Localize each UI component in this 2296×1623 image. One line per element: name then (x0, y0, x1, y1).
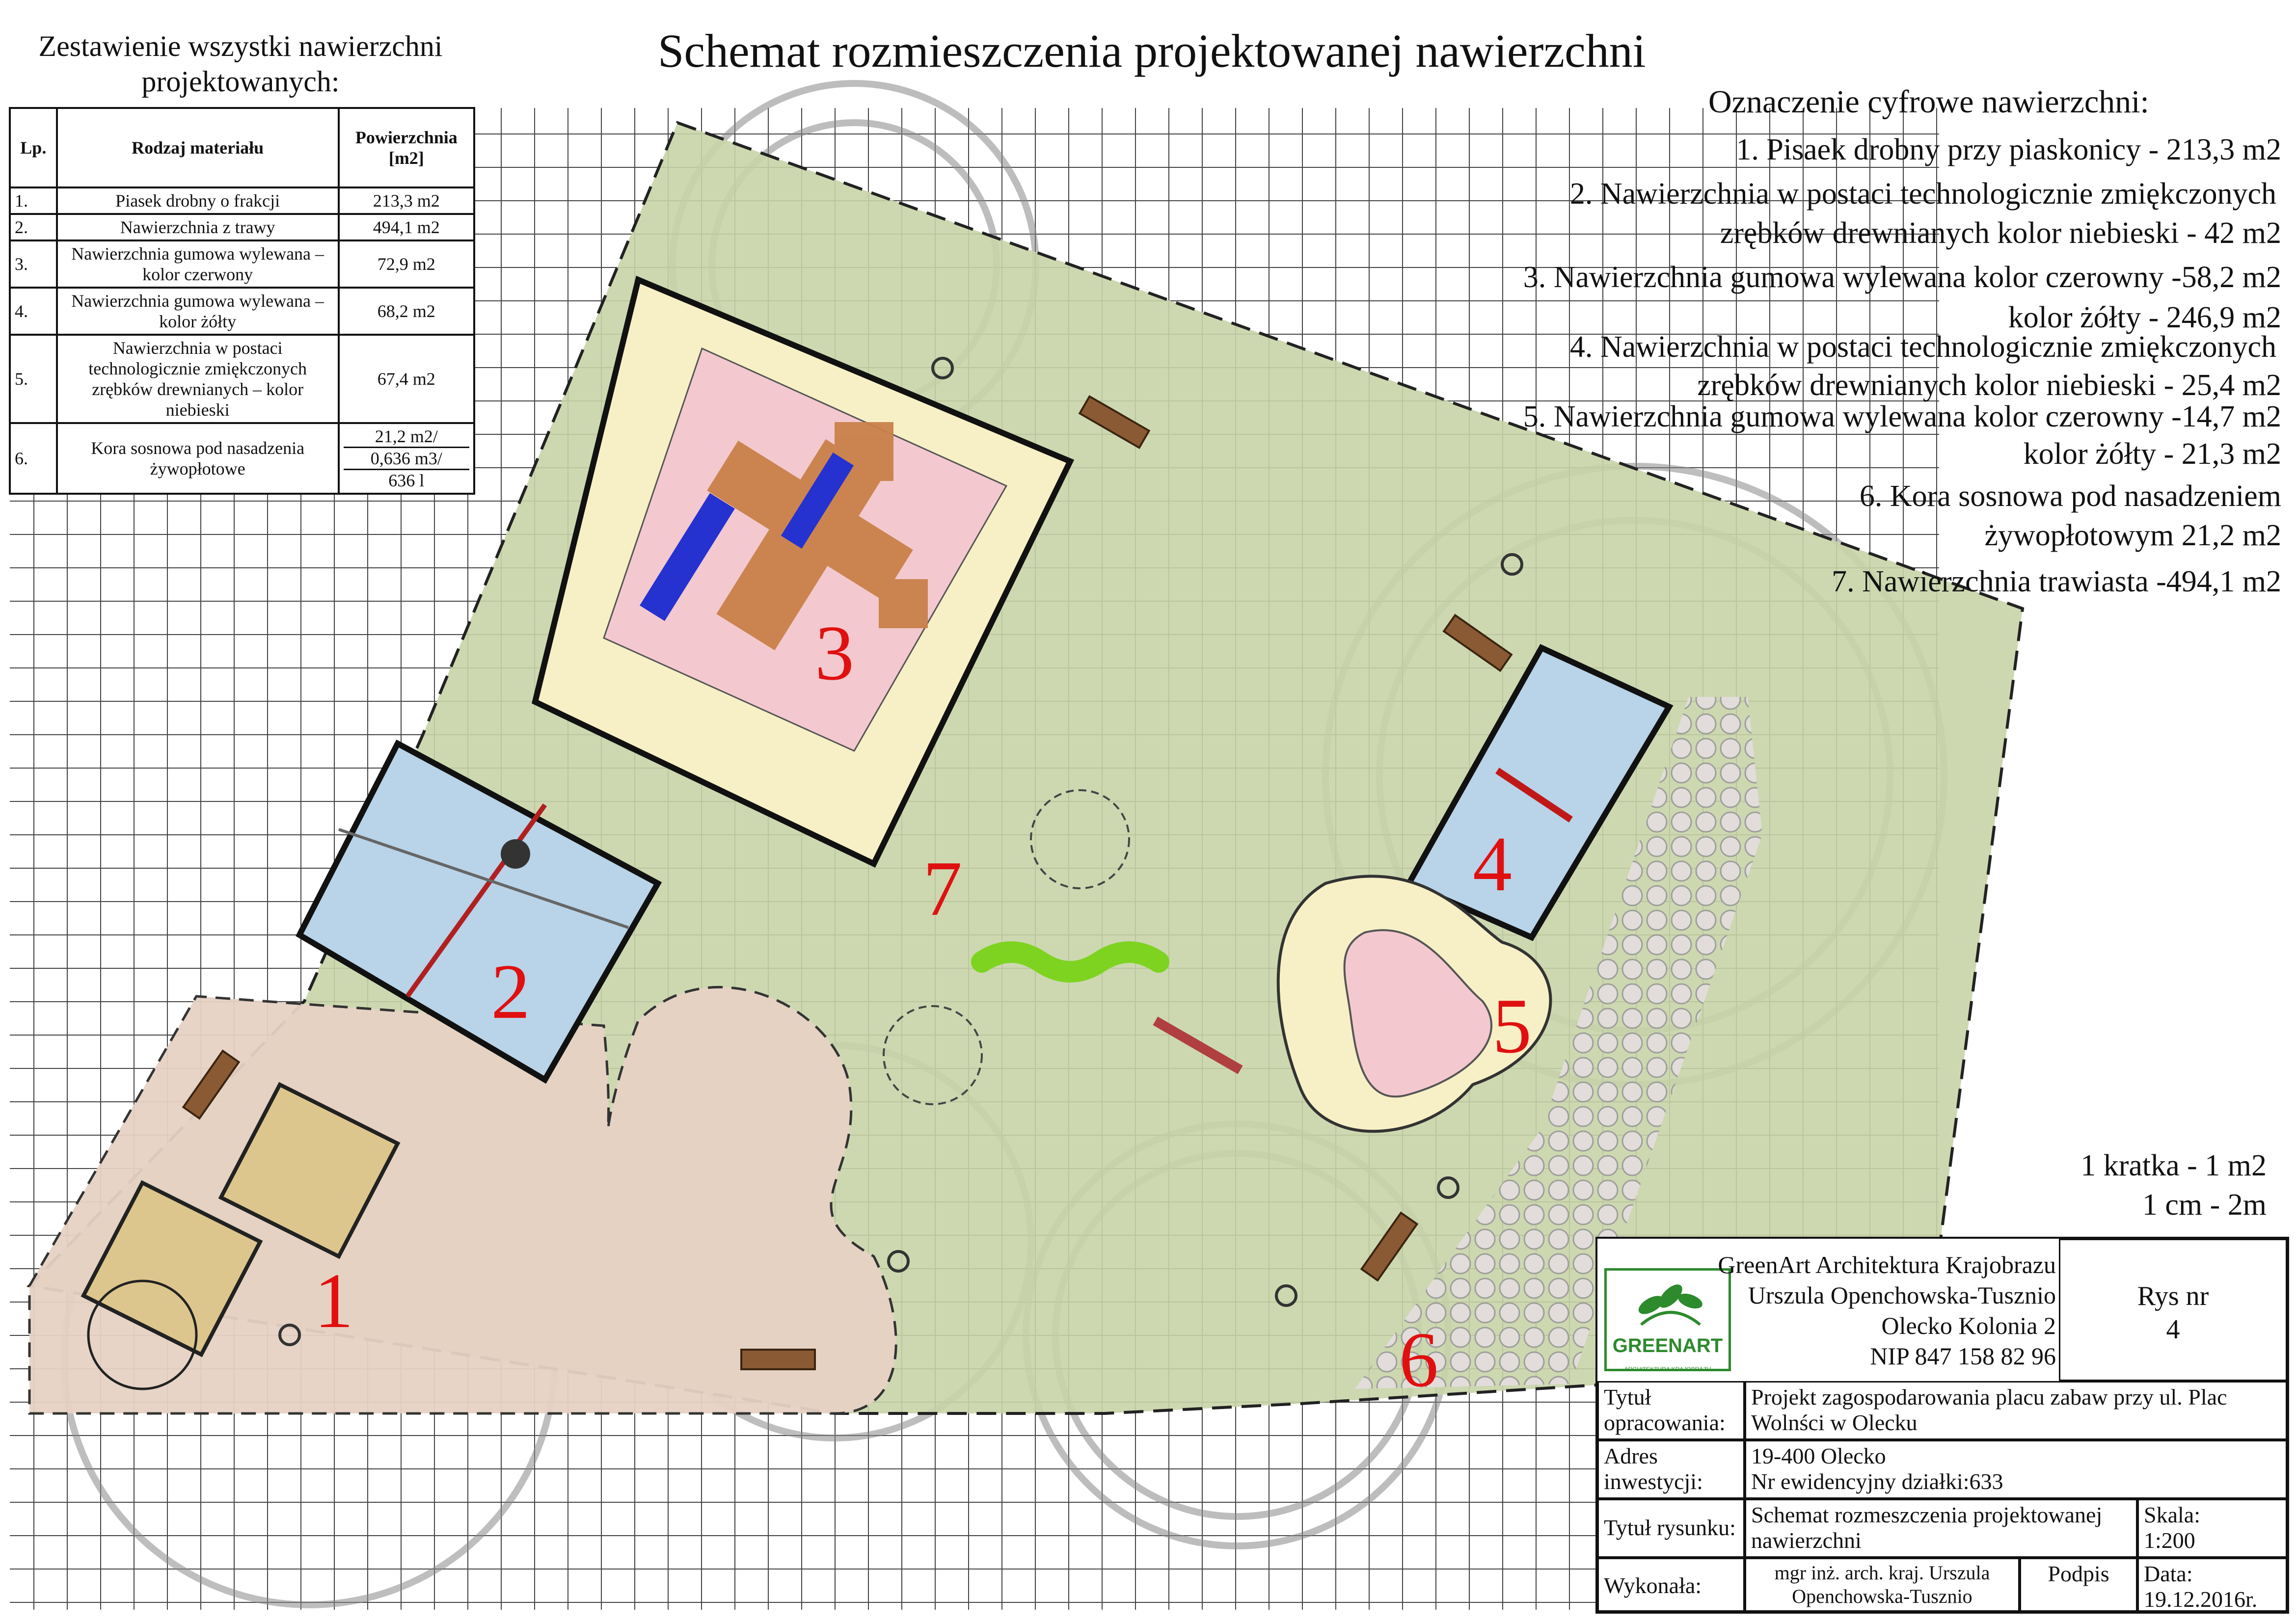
tytul-opracowania-value: Projekt zagospodarowania placu zabaw przy ul. Plac Wolnści w Olecku (1745, 1381, 2287, 1440)
adres-value: 19-400 Olecko (1751, 1443, 1886, 1468)
greenart-logo (1604, 1268, 1731, 1371)
header-area: Powierzchnia [m2] (339, 108, 474, 187)
adres-cell (1745, 1440, 2287, 1499)
rys-number: 4 (2166, 1314, 2180, 1345)
header-lp: Lp. (10, 108, 57, 187)
data-cell (2137, 1558, 2287, 1612)
row-material: Piasek drobny o frakcji (57, 187, 339, 214)
logo-text: GREENART (1612, 1335, 1723, 1357)
legend-line: 4. Nawierzchnia w postaci technologicznie zmiękczonych (1569, 330, 2276, 364)
legend-line: 6. Kora sosnowa pod nasadzeniem (1859, 479, 2281, 513)
skala-cell (2137, 1499, 2287, 1558)
table-row (10, 335, 474, 423)
area-line: 21,2 m2/ (375, 426, 438, 446)
area-line: 636 l (344, 469, 469, 491)
row-area: 213,3 m2 (339, 187, 474, 214)
data-label: Data: (2144, 1561, 2193, 1586)
adres-label: Adres inwestycji: (1597, 1440, 1745, 1499)
row-lp: 6. (10, 423, 57, 494)
zone-label-4: 4 (1473, 820, 1512, 907)
company-nip: NIP 847 158 82 96 (1870, 1342, 2056, 1370)
company-name: GreenArt Architektura Krajobrazu (1718, 1251, 2056, 1278)
legend-line: 2. Nawierzchnia w postaci technologicznie zmiękczonych (1569, 177, 2276, 211)
row-area: 494,1 m2 (339, 214, 474, 240)
rys-cell (2059, 1239, 2287, 1381)
nr-dzialki-value: Nr ewidencyjny działki:633 (1751, 1469, 2003, 1494)
tytul-opracowania-label: Tytuł opracowania: (1597, 1381, 1745, 1440)
row-lp: 2. (10, 214, 57, 240)
legend-line: 1. Pisaek drobny przy piaskonicy - 213,3 m2 (1736, 133, 2281, 166)
skala-label: Skala: (2144, 1502, 2200, 1527)
wykonala-value: mgr inż. arch. kraj. Urszula Openchowska-Tusznio (1745, 1558, 2020, 1612)
legend-line: zrębków drewnianych kolor niebieski - 42 m2 (1720, 216, 2281, 250)
table-row (10, 187, 474, 214)
company-address: Olecko Kolonia 2 (1881, 1312, 2056, 1339)
table-row (10, 240, 474, 288)
skala-value: 1:200 (2144, 1528, 2195, 1553)
tytul-rysunku-value: Schemat rozmeszczenia projektowanej nawierzchni (1745, 1499, 2137, 1558)
row-area: 72,9 m2 (339, 240, 474, 288)
scale-note: 1 cm - 2m (2142, 1188, 2267, 1222)
zone-label-6: 6 (1399, 1316, 1438, 1403)
zone-label-7: 7 (923, 845, 962, 932)
materials-table (9, 107, 475, 495)
company-cell (1597, 1239, 2059, 1381)
row-material: Nawierzchnia w postaci technologicznie zmiękczonych zrębków drewnianych – kolor niebieski (57, 335, 339, 423)
row-material: Nawierzchnia gumowa wylewana – kolor żółty (57, 288, 339, 335)
legend-heading: Oznaczenie cyfrowe nawierzchni: (1708, 84, 2149, 120)
table-row (10, 214, 474, 240)
legend-line: zrębków drewnianych kolor niebieski - 25,4 m2 (1697, 369, 2281, 402)
zone-label-2: 2 (491, 948, 530, 1035)
table-header-row (10, 108, 474, 187)
zone-label-1: 1 (314, 1257, 353, 1344)
legend-line: kolor żółty - 21,3 m2 (2023, 437, 2281, 471)
materials-table-title: Zestawienie wszystki nawierzchni projektowanych: (38, 30, 443, 98)
row-lp: 4. (10, 288, 57, 335)
page-title: Schemat rozmieszczenia projektowanej nawierzchni (658, 25, 1646, 77)
row-area: 67,4 m2 (339, 335, 474, 423)
table-row (10, 423, 474, 494)
legend-line: kolor żółty - 246,9 m2 (2008, 301, 2281, 334)
scale-note: 1 kratka - 1 m2 (2080, 1149, 2267, 1182)
legend-line: 7. Nawierzchnia trawiasta -494,1 m2 (1832, 565, 2281, 598)
row-material: Nawierzchnia gumowa wylewana – kolor czerwony (57, 240, 339, 288)
row-material: Kora sosnowa pod nasadzenia żywopłotowe (57, 423, 339, 494)
row-area: 68,2 m2 (339, 288, 474, 335)
row-lp: 5. (10, 335, 57, 423)
company-owner: Urszula Openchowska-Tusznio (1748, 1281, 2056, 1309)
row-lp: 1. (10, 187, 57, 214)
legend-line: 5. Nawierzchnia gumowa wylewana kolor czerowny -14,7 m2 (1523, 400, 2281, 433)
header-material: Rodzaj materiału (57, 108, 339, 187)
data-value: 19.12.2016r. (2144, 1587, 2258, 1612)
rys-label: Rys nr (2137, 1281, 2209, 1311)
logo-subtext: ARCHITEKTURA KRAJOBRAZU (1624, 1366, 1711, 1373)
row-material: Nawierzchnia z trawy (57, 214, 339, 240)
podpis-label: Podpis (2020, 1558, 2137, 1612)
row-lp: 3. (10, 240, 57, 288)
legend-line: 3. Nawierzchnia gumowa wylewana kolor czerowny -58,2 m2 (1523, 261, 2281, 294)
area-line: 0,636 m3/ (344, 447, 469, 469)
legend-line: żywopłotowym 21,2 m2 (1984, 519, 2281, 552)
title-block (1595, 1237, 2289, 1614)
tytul-rysunku-label: Tytuł rysunku: (1597, 1499, 1745, 1558)
table-row (10, 288, 474, 335)
row-area (339, 423, 474, 494)
zone-label-5: 5 (1492, 982, 1532, 1069)
wykonala-label: Wykonała: (1597, 1558, 1745, 1612)
leaf-icon (1607, 1271, 1729, 1330)
zone-label-3: 3 (815, 609, 854, 696)
